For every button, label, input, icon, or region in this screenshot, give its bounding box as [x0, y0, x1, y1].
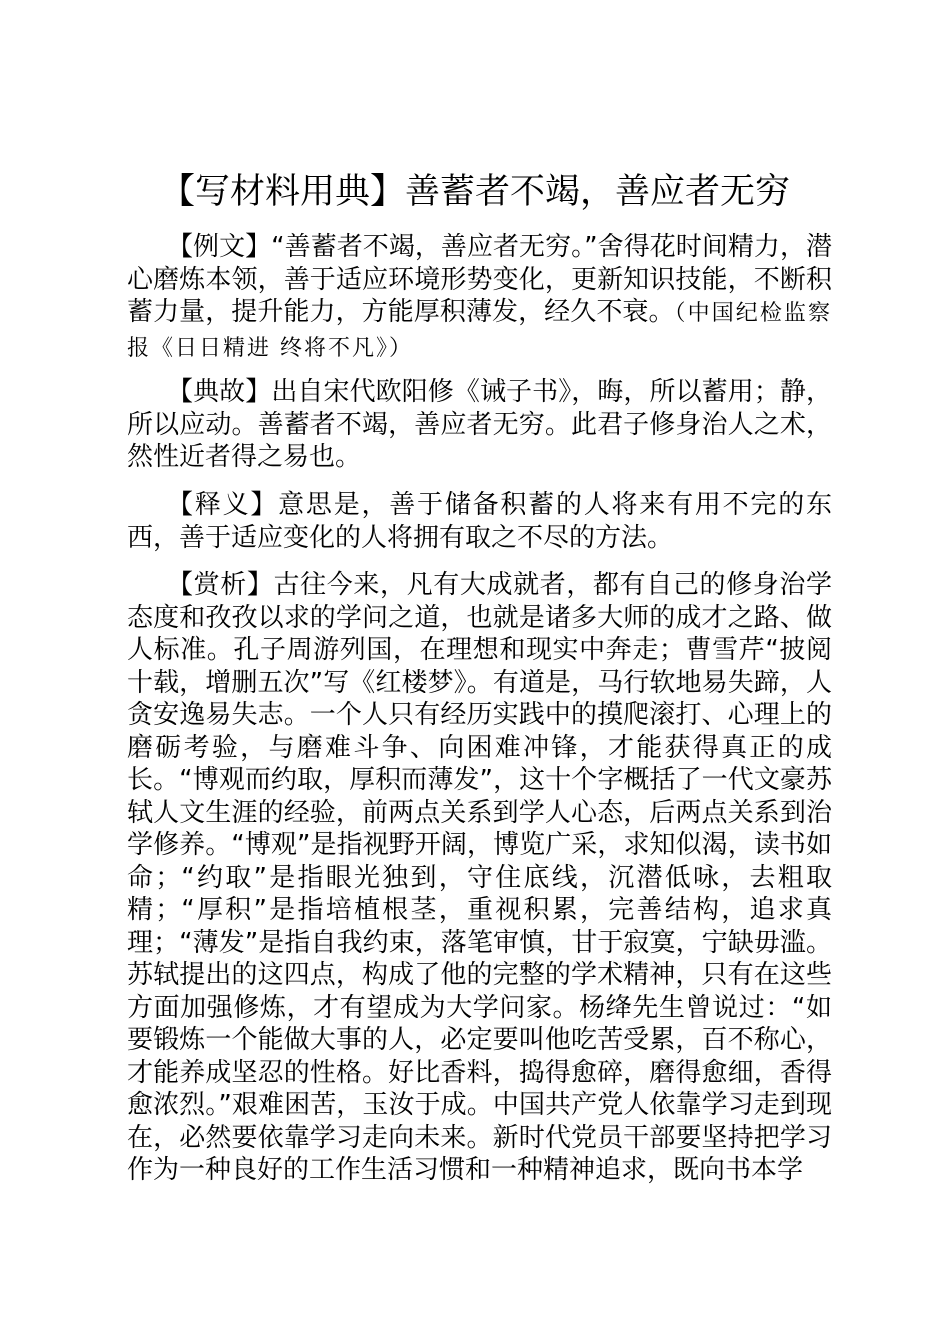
meaning-text: 意思是，善于储备积蓄的人将来有用不完的东西，善于适应变化的人将拥有取之不尽的方法。	[127, 490, 832, 553]
origin-text: 出自宋代欧阳修《诫子书》，晦，所以蓄用；静，所以应动。善蓄者不竭，善应者无穷。此君子修身治人之术，然性近者得之易也。	[127, 377, 832, 472]
example-text: “善蓄者不竭，善应者无穷。”舍得花时间精力，潜心磨炼本领，善于适应环境形势变化，更新知识技能，不断积蓄力量，提升能力，方能厚积薄发，经久不衰。	[127, 232, 832, 327]
analysis-text: 古往今来，凡有大成就者，都有自己的修身治学态度和孜孜以求的学问之道，也就是诸多大师的成才之路、做人标准。孔子周游列国，在理想和现实中奔走；曹雪芹“披阅十载，增删五次”写《红楼梦》。有道是，马行软地易失蹄，人贪安逸易失志。一个人只有经历实践中的摸爬滚打、心理上的磨砺考验，与磨难斗争、向困难冲锋，才能获得真正的成长。“博观而约取，厚积而薄发”，这十个字概括了一代文豪苏轼人文生涯的经验，前两点关系到学人心态，后两点关系到治学修养。“博观”是指视野开阔，博览广采，求知似渴，读书如命；“约取”是指眼光独到，守住底线，沉潜低咏，去粗取精；“厚积”是指培植根茎，重视积累，完善结构，追求真理；“薄发”是指自我约束，落笔审慎，甘于寂寞，宁缺毋滥。苏轼提出的这四点，构成了他的完整的学术精神，只有在这些方面加强修炼，才有望成为大学问家。杨绛先生曾说过：“如要锻炼一个能做大事的人，必定要叫他吃苦受累，百不称心，才能养成坚忍的性格。好比香料，捣得愈碎，磨得愈细，香得愈浓烈。”艰难困苦，玉汝于成。中国共产党人依靠学习走到现在，必然要依靠学习走向未来。新时代党员干部要坚持把学习作为一种良好的工作生活习惯和一种精神追求，既向书本学	[127, 570, 832, 1185]
example-paragraph	[127, 231, 832, 365]
analysis-tag: 【赏析】	[167, 570, 274, 600]
analysis-paragraph	[127, 569, 832, 1187]
origin-tag: 【典故】	[167, 377, 272, 407]
document-title: 【写材料用典】善蓄者不竭，善应者无穷	[159, 172, 790, 212]
origin-paragraph	[127, 376, 832, 474]
meaning-tag: 【释义】	[167, 490, 279, 520]
example-source: （中国纪检监察报《日日精进 终将不凡》）	[127, 301, 832, 361]
meaning-paragraph	[127, 489, 832, 554]
example-tag: 【例文】	[167, 232, 272, 262]
